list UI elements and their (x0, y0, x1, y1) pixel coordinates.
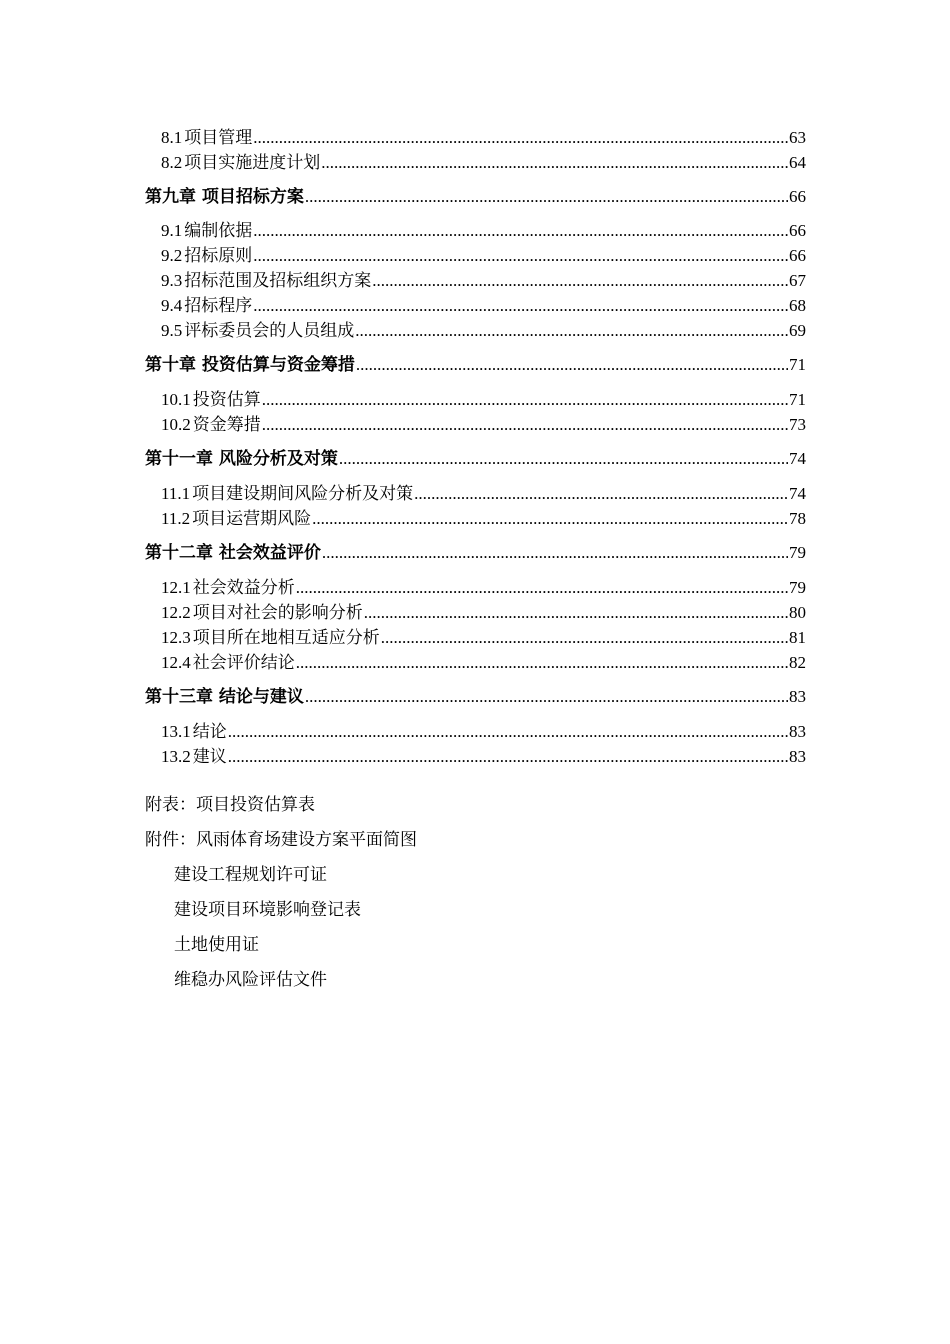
dot-leader (305, 690, 788, 704)
toc-entry[interactable] (161, 124, 806, 148)
chapter-title: 第十二章 社会效益评价 (145, 543, 321, 563)
annex-item: 建设工程规划许可证 (174, 865, 327, 885)
toc-entry[interactable] (161, 624, 806, 648)
toc-entry[interactable] (161, 217, 806, 241)
toc-entry[interactable] (161, 242, 806, 266)
dot-leader (296, 656, 788, 670)
annex-line: 附件：风雨体育场建设方案平面简图 (145, 830, 417, 850)
section-title: 招标程序 (184, 296, 253, 316)
section-title: 结论 (192, 722, 227, 742)
section-number: 9.4 (161, 296, 183, 315)
dot-leader (253, 299, 788, 313)
section-number: 9.2 (161, 246, 183, 265)
toc-chapter-entry[interactable] (145, 683, 806, 707)
page-number: 74 (789, 484, 806, 503)
page-number: 66 (789, 221, 806, 240)
page-number: 67 (789, 271, 806, 290)
page-number: 78 (789, 509, 806, 528)
section-title: 建议 (192, 747, 227, 767)
dot-leader (355, 324, 788, 338)
chapter-title: 第十一章 风险分析及对策 (145, 449, 338, 469)
section-title: 社会效益分析 (192, 578, 295, 598)
section-title: 评标委员会的人员组成 (184, 321, 355, 341)
dot-leader (414, 487, 788, 501)
dot-leader (262, 393, 788, 407)
dot-leader (228, 750, 788, 764)
attached-table-line: 附表：项目投资估算表 (145, 795, 315, 815)
section-title: 编制依据 (184, 221, 253, 241)
section-number: 8.1 (161, 128, 183, 147)
toc-entry[interactable] (161, 386, 806, 410)
section-number: 8.2 (161, 153, 183, 172)
toc-entry[interactable] (161, 149, 806, 173)
section-number: 12.2 (161, 603, 191, 622)
page-number: 71 (789, 355, 806, 374)
section-number: 13.1 (161, 722, 191, 741)
section-title: 项目管理 (184, 128, 253, 148)
toc-chapter-entry[interactable] (145, 351, 806, 375)
chapter-title: 第九章 项目招标方案 (145, 187, 304, 207)
page-number: 83 (789, 687, 806, 706)
toc-entry[interactable] (161, 317, 806, 341)
page-number: 80 (789, 603, 806, 622)
dot-leader (305, 190, 788, 204)
page-number: 82 (789, 653, 806, 672)
section-number: 9.5 (161, 321, 183, 340)
section-number: 11.1 (161, 484, 191, 503)
dot-leader (322, 546, 788, 560)
page-number: 66 (789, 187, 806, 206)
section-number: 11.2 (161, 509, 191, 528)
section-number: 12.4 (161, 653, 191, 672)
section-number: 9.1 (161, 221, 183, 240)
chapter-title: 第十章 投资估算与资金筹措 (145, 355, 355, 375)
page-number: 83 (789, 747, 806, 766)
chapter-title: 第十三章 结论与建议 (145, 687, 304, 707)
annex-item: 建设项目环境影响登记表 (174, 900, 361, 920)
toc-entry[interactable] (161, 505, 806, 529)
page-number: 69 (789, 321, 806, 340)
dot-leader (253, 249, 788, 263)
toc-chapter-entry[interactable] (145, 183, 806, 207)
dot-leader (253, 224, 788, 238)
section-number: 12.1 (161, 578, 191, 597)
page-number: 71 (789, 390, 806, 409)
section-title: 项目所在地相互适应分析 (192, 628, 380, 648)
page-number: 81 (789, 628, 806, 647)
toc-entry[interactable] (161, 599, 806, 623)
section-number: 9.3 (161, 271, 183, 290)
section-title: 项目运营期风险 (192, 509, 312, 529)
page-number: 79 (789, 543, 806, 562)
toc-entry[interactable] (161, 267, 806, 291)
dot-leader (296, 581, 788, 595)
dot-leader (356, 358, 788, 372)
toc-chapter-entry[interactable] (145, 539, 806, 563)
toc-entry[interactable] (161, 411, 806, 435)
dot-leader (372, 274, 788, 288)
section-title: 项目建设期间风险分析及对策 (192, 484, 414, 504)
section-title: 投资估算 (192, 390, 261, 410)
section-number: 10.2 (161, 415, 191, 434)
section-title: 资金筹措 (192, 415, 261, 435)
section-number: 13.2 (161, 747, 191, 766)
dot-leader (312, 512, 788, 526)
section-title: 招标范围及招标组织方案 (184, 271, 372, 291)
page-number: 83 (789, 722, 806, 741)
page-number: 79 (789, 578, 806, 597)
toc-chapter-entry[interactable] (145, 445, 806, 469)
page-number: 74 (789, 449, 806, 468)
dot-leader (253, 131, 788, 145)
page-number: 64 (789, 153, 806, 172)
dot-leader (364, 606, 788, 620)
dot-leader (381, 631, 788, 645)
dot-leader (228, 725, 788, 739)
dot-leader (262, 418, 788, 432)
section-title: 项目实施进度计划 (184, 153, 321, 173)
annex-item: 维稳办风险评估文件 (174, 970, 327, 990)
section-title: 社会评价结论 (192, 653, 295, 673)
annex-item: 土地使用证 (174, 935, 259, 955)
dot-leader (321, 156, 788, 170)
section-title: 招标原则 (184, 246, 253, 266)
page-number: 68 (789, 296, 806, 315)
toc-entry[interactable] (161, 743, 806, 767)
dot-leader (339, 452, 788, 466)
page-number: 66 (789, 246, 806, 265)
toc-entry[interactable] (161, 649, 806, 673)
page-number: 73 (789, 415, 806, 434)
section-number: 10.1 (161, 390, 191, 409)
toc-entry[interactable] (161, 718, 806, 742)
page-number: 63 (789, 128, 806, 147)
section-title: 项目对社会的影响分析 (192, 603, 363, 623)
toc-entry[interactable] (161, 292, 806, 316)
toc-entry[interactable] (161, 480, 806, 504)
section-number: 12.3 (161, 628, 191, 647)
toc-entry[interactable] (161, 574, 806, 598)
